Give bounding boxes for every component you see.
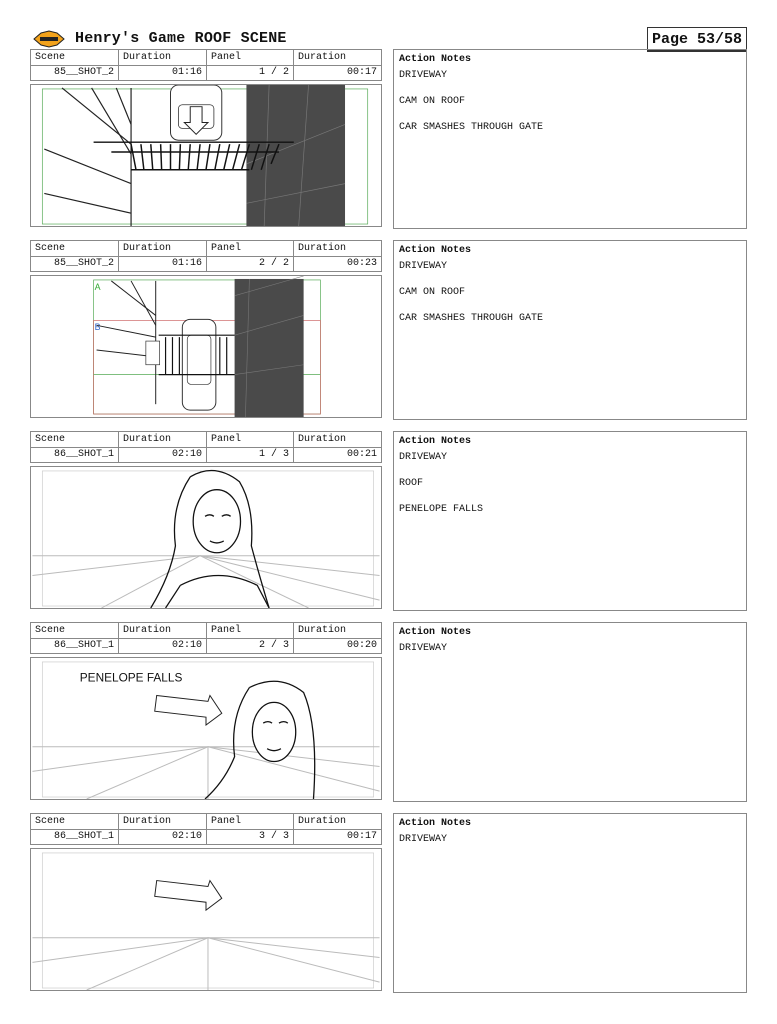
studio-logo-icon xyxy=(32,30,66,48)
scene-value: 86__SHOT_1 xyxy=(53,640,114,651)
duration-label: Duration xyxy=(123,52,172,63)
panel-label: Panel xyxy=(211,52,242,63)
duration-label: Duration xyxy=(298,816,347,827)
action-notes xyxy=(393,622,747,802)
panel-meta xyxy=(30,240,382,272)
action-notes xyxy=(393,431,747,611)
scene-label: Scene xyxy=(35,625,66,636)
action-notes-heading: Action Notes xyxy=(399,245,472,256)
scene-value: 86__SHOT_1 xyxy=(53,449,114,460)
panel-duration-value: 00:21 xyxy=(346,449,377,460)
direction-arrow-icon xyxy=(155,881,222,911)
panel-number-value: 2 / 2 xyxy=(258,258,289,269)
note-line: PENELOPE FALLS xyxy=(399,504,484,515)
duration-label: Duration xyxy=(123,434,172,445)
frame-drawing-gate-topdown xyxy=(31,85,381,226)
scene-label: Scene xyxy=(35,434,66,445)
duration-label: Duration xyxy=(298,434,347,445)
scene-value: 85__SHOT_2 xyxy=(53,258,114,269)
shot-duration-value: 01:16 xyxy=(171,67,202,78)
panel-number-value: 3 / 3 xyxy=(258,831,289,842)
note-line: CAM ON ROOF xyxy=(399,287,466,298)
panel-number-value: 1 / 3 xyxy=(258,449,289,460)
panel-number-value: 2 / 3 xyxy=(258,640,289,651)
penelope-figure xyxy=(205,681,315,799)
panel-meta xyxy=(30,431,382,463)
panel-duration-value: 00:23 xyxy=(346,258,377,269)
duration-label: Duration xyxy=(123,816,172,827)
action-notes-heading: Action Notes xyxy=(399,436,472,447)
panel-duration-value: 00:17 xyxy=(346,67,377,78)
panel-label: Panel xyxy=(211,243,242,254)
action-notes-heading: Action Notes xyxy=(399,627,472,638)
scene-value: 86__SHOT_1 xyxy=(53,831,114,842)
note-line: ROOF xyxy=(399,478,424,489)
storyboard-frame xyxy=(30,657,382,800)
note-line: DRIVEWAY xyxy=(399,643,448,654)
scene-label: Scene xyxy=(35,243,66,254)
penelope-figure xyxy=(151,471,269,608)
frame-drawing-penelope-closeup xyxy=(31,467,381,608)
panel-meta xyxy=(30,49,382,81)
panel-meta xyxy=(30,813,382,845)
action-notes-heading: Action Notes xyxy=(399,54,472,65)
scene-label: Scene xyxy=(35,52,66,63)
panel-label: Panel xyxy=(211,625,242,636)
frame-drawing-gate-wide xyxy=(31,276,381,417)
shot-duration-value: 02:10 xyxy=(171,640,202,651)
action-notes xyxy=(393,49,747,229)
note-line: CAM ON ROOF xyxy=(399,96,466,107)
duration-label: Duration xyxy=(123,625,172,636)
car-top-view xyxy=(171,85,222,140)
frame-caption: PENELOPE FALLS xyxy=(79,670,183,685)
duration-label: Duration xyxy=(123,243,172,254)
action-notes-heading: Action Notes xyxy=(399,818,472,829)
duration-label: Duration xyxy=(298,243,347,254)
scene-value: 85__SHOT_2 xyxy=(53,67,114,78)
storyboard-frame xyxy=(30,84,382,227)
storyboard-frame xyxy=(30,466,382,609)
scene-label: Scene xyxy=(35,816,66,827)
frame-marker-b: B xyxy=(94,322,101,333)
frame-drawing-penelope-falls xyxy=(31,658,381,799)
panel-meta xyxy=(30,622,382,654)
storyboard-frame xyxy=(30,275,382,418)
shot-duration-value: 02:10 xyxy=(171,449,202,460)
note-line: CAR SMASHES THROUGH GATE xyxy=(399,313,544,324)
document-title: Henry's Game ROOF SCENE xyxy=(75,30,287,47)
panel-duration-value: 00:17 xyxy=(346,831,377,842)
storyboard-frame xyxy=(30,848,382,991)
note-line: DRIVEWAY xyxy=(399,452,448,463)
page-number: Page 53/58 xyxy=(647,27,747,51)
note-line: DRIVEWAY xyxy=(399,70,448,81)
note-line: DRIVEWAY xyxy=(399,834,448,845)
car-top-view xyxy=(182,319,216,410)
panel-label: Panel xyxy=(211,816,242,827)
panel-number-value: 1 / 2 xyxy=(258,67,289,78)
action-notes xyxy=(393,240,747,420)
panel-duration-value: 00:20 xyxy=(346,640,377,651)
note-line: CAR SMASHES THROUGH GATE xyxy=(399,122,544,133)
frame-drawing-empty-view xyxy=(31,849,381,990)
duration-label: Duration xyxy=(298,625,347,636)
panel-label: Panel xyxy=(211,434,242,445)
frame-marker-a: A xyxy=(94,281,101,292)
duration-label: Duration xyxy=(298,52,347,63)
shot-duration-value: 01:16 xyxy=(171,258,202,269)
shot-duration-value: 02:10 xyxy=(171,831,202,842)
note-line: DRIVEWAY xyxy=(399,261,448,272)
direction-arrow-icon xyxy=(155,695,222,725)
action-notes xyxy=(393,813,747,993)
